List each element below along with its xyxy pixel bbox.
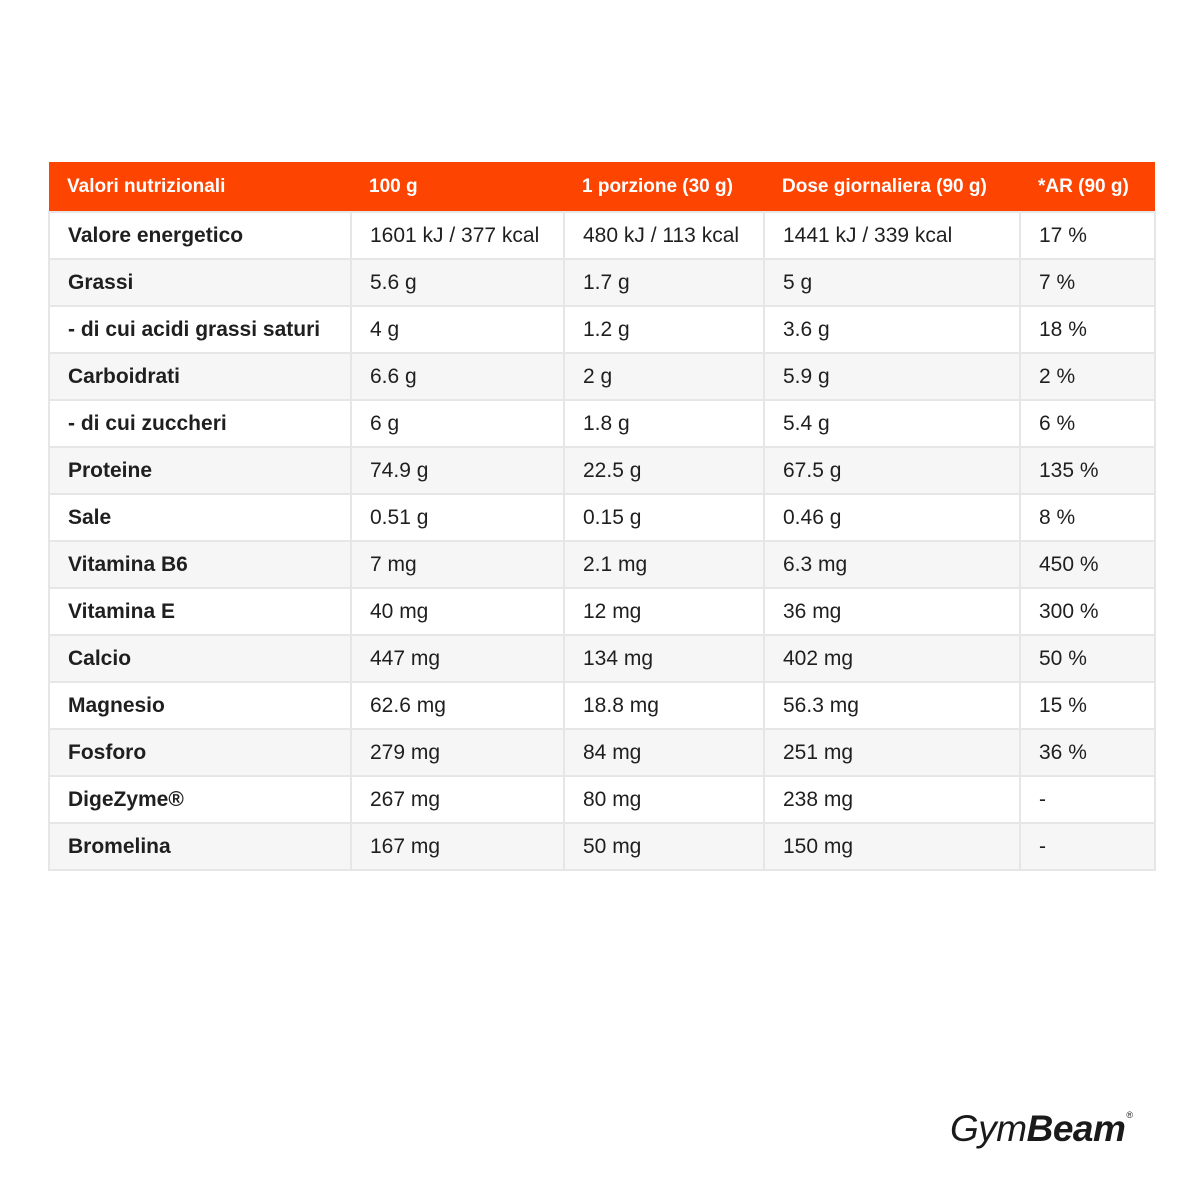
table-row [49,823,1155,870]
value-daily-dose: 36 mg [764,588,1020,635]
table-body [49,212,1155,870]
value-reference-intake: 17 % [1020,212,1155,259]
table-row [49,353,1155,400]
value-reference-intake: 135 % [1020,447,1155,494]
table-row [49,306,1155,353]
value-daily-dose: 1441 kJ / 339 kcal [764,212,1020,259]
value-reference-intake: 15 % [1020,682,1155,729]
value-per-portion: 1.7 g [564,259,764,306]
nutrient-name: Fosforo [49,729,351,776]
value-per-portion: 12 mg [564,588,764,635]
table-row [49,635,1155,682]
value-per-100g: 6.6 g [351,353,564,400]
nutrient-name: Calcio [49,635,351,682]
nutrient-name: DigeZyme® [49,776,351,823]
value-reference-intake: 18 % [1020,306,1155,353]
table-row [49,541,1155,588]
value-reference-intake: 450 % [1020,541,1155,588]
nutrition-table [48,162,1156,871]
value-per-100g: 0.51 g [351,494,564,541]
value-per-100g: 1601 kJ / 377 kcal [351,212,564,259]
header-row [49,162,1155,212]
value-reference-intake: 6 % [1020,400,1155,447]
table-row [49,776,1155,823]
header-nutrient: Valori nutrizionali [49,162,351,212]
value-daily-dose: 67.5 g [764,447,1020,494]
value-reference-intake: - [1020,776,1155,823]
value-daily-dose: 251 mg [764,729,1020,776]
table-row [49,400,1155,447]
value-per-100g: 74.9 g [351,447,564,494]
value-daily-dose: 3.6 g [764,306,1020,353]
nutrient-name: Vitamina E [49,588,351,635]
value-per-portion: 0.15 g [564,494,764,541]
table-row [49,447,1155,494]
header-per-portion: 1 porzione (30 g) [564,162,764,212]
value-per-100g: 5.6 g [351,259,564,306]
table-row [49,494,1155,541]
value-per-100g: 62.6 mg [351,682,564,729]
value-per-100g: 267 mg [351,776,564,823]
value-per-portion: 1.2 g [564,306,764,353]
value-reference-intake: 2 % [1020,353,1155,400]
value-per-portion: 84 mg [564,729,764,776]
gymbeam-logo [950,1108,1133,1150]
value-daily-dose: 56.3 mg [764,682,1020,729]
value-per-portion: 80 mg [564,776,764,823]
value-per-100g: 167 mg [351,823,564,870]
table-header [49,162,1155,212]
value-per-portion: 18.8 mg [564,682,764,729]
nutrient-name: Proteine [49,447,351,494]
value-per-portion: 1.8 g [564,400,764,447]
registered-mark: ® [1126,1110,1133,1120]
value-daily-dose: 6.3 mg [764,541,1020,588]
value-daily-dose: 5.4 g [764,400,1020,447]
value-reference-intake: - [1020,823,1155,870]
value-daily-dose: 5 g [764,259,1020,306]
nutrient-name: Bromelina [49,823,351,870]
table-row [49,682,1155,729]
nutrient-name: - di cui zuccheri [49,400,351,447]
nutrient-name: Magnesio [49,682,351,729]
value-per-100g: 447 mg [351,635,564,682]
nutrient-name: Sale [49,494,351,541]
value-daily-dose: 150 mg [764,823,1020,870]
value-daily-dose: 402 mg [764,635,1020,682]
header-per-100g: 100 g [351,162,564,212]
table-row [49,588,1155,635]
table-row [49,259,1155,306]
value-reference-intake: 50 % [1020,635,1155,682]
header-reference-intake: *AR (90 g) [1020,162,1155,212]
value-reference-intake: 36 % [1020,729,1155,776]
value-reference-intake: 7 % [1020,259,1155,306]
value-per-portion: 134 mg [564,635,764,682]
logo-text-gym: Gym [950,1108,1027,1149]
value-per-portion: 50 mg [564,823,764,870]
value-daily-dose: 5.9 g [764,353,1020,400]
value-per-portion: 2 g [564,353,764,400]
logo-text-beam: Beam [1026,1108,1126,1149]
value-per-portion: 22.5 g [564,447,764,494]
header-daily-dose: Dose giornaliera (90 g) [764,162,1020,212]
nutrient-name: Vitamina B6 [49,541,351,588]
value-daily-dose: 0.46 g [764,494,1020,541]
nutrient-name: - di cui acidi grassi saturi [49,306,351,353]
nutrient-name: Grassi [49,259,351,306]
value-daily-dose: 238 mg [764,776,1020,823]
value-per-100g: 4 g [351,306,564,353]
value-per-100g: 7 mg [351,541,564,588]
value-reference-intake: 300 % [1020,588,1155,635]
value-per-portion: 480 kJ / 113 kcal [564,212,764,259]
value-per-portion: 2.1 mg [564,541,764,588]
nutrient-name: Valore energetico [49,212,351,259]
value-reference-intake: 8 % [1020,494,1155,541]
nutrient-name: Carboidrati [49,353,351,400]
value-per-100g: 6 g [351,400,564,447]
table-row [49,729,1155,776]
value-per-100g: 40 mg [351,588,564,635]
value-per-100g: 279 mg [351,729,564,776]
table-row [49,212,1155,259]
